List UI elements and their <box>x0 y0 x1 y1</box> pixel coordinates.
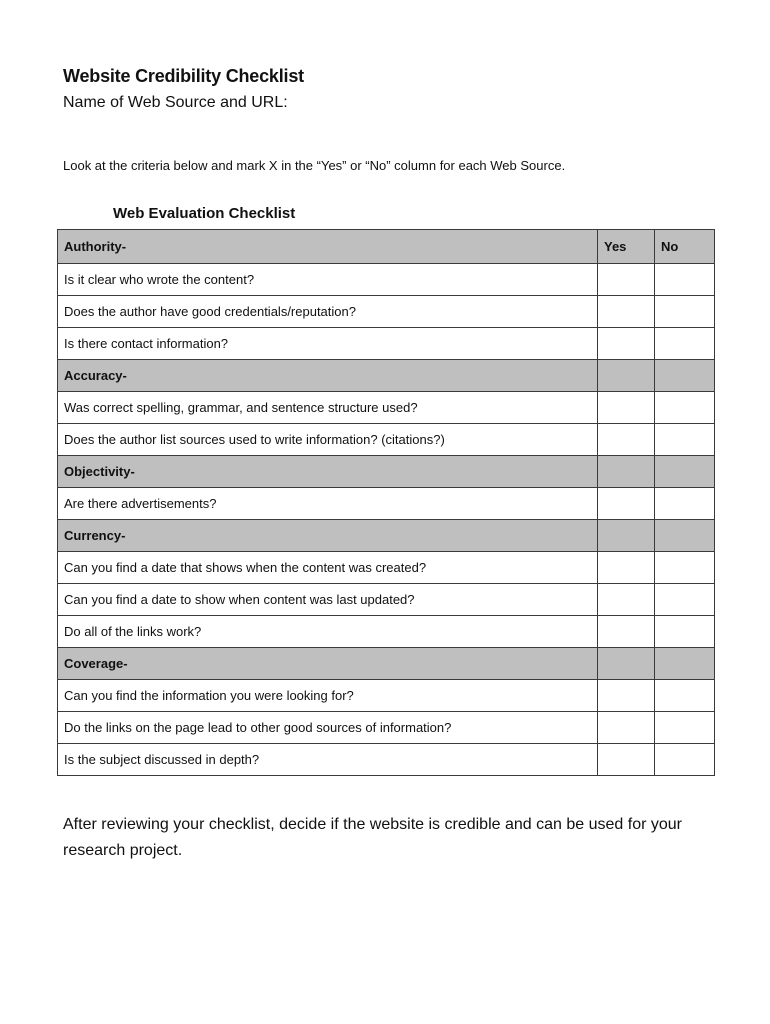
section-no-cell <box>655 456 715 488</box>
yes-mark-cell[interactable] <box>598 584 655 616</box>
no-mark-cell[interactable] <box>655 328 715 360</box>
question-text: Do all of the links work? <box>58 616 598 648</box>
section-yes-cell <box>598 360 655 392</box>
yes-mark-cell[interactable] <box>598 328 655 360</box>
section-yes-cell <box>598 648 655 680</box>
question-row <box>58 584 715 616</box>
question-row <box>58 552 715 584</box>
yes-mark-cell[interactable] <box>598 616 655 648</box>
conclusion-text: After reviewing your checklist, decide if the website is credible and can be used for your research project. <box>63 816 682 859</box>
question-row <box>58 264 715 296</box>
section-label: Coverage- <box>58 648 598 680</box>
question-text: Does the author have good credentials/reputation? <box>58 296 598 328</box>
no-mark-cell[interactable] <box>655 712 715 744</box>
section-header-row <box>58 648 715 680</box>
question-row <box>58 616 715 648</box>
section-no-cell <box>655 520 715 552</box>
question-text: Is there contact information? <box>58 328 598 360</box>
question-row <box>58 712 715 744</box>
yes-mark-cell[interactable] <box>598 392 655 424</box>
question-row <box>58 296 715 328</box>
section-yes-cell <box>598 456 655 488</box>
yes-mark-cell[interactable] <box>598 296 655 328</box>
yes-mark-cell[interactable] <box>598 488 655 520</box>
section-header-row <box>58 360 715 392</box>
question-text: Was correct spelling, grammar, and sentence structure used? <box>58 392 598 424</box>
no-mark-cell[interactable] <box>655 552 715 584</box>
section-label: Authority- <box>58 230 598 264</box>
yes-column-header: Yes <box>598 230 655 264</box>
question-row <box>58 424 715 456</box>
question-text: Can you find a date that shows when the content was created? <box>58 552 598 584</box>
question-text: Are there advertisements? <box>58 488 598 520</box>
no-mark-cell[interactable] <box>655 616 715 648</box>
no-column-header: No <box>655 230 715 264</box>
yes-mark-cell[interactable] <box>598 712 655 744</box>
question-text: Is it clear who wrote the content? <box>58 264 598 296</box>
question-row <box>58 488 715 520</box>
question-row <box>58 680 715 712</box>
instructions-text: Look at the criteria below and mark X in the “Yes” or “No” column for each Web Source. <box>63 158 566 173</box>
no-mark-cell[interactable] <box>655 264 715 296</box>
section-label: Objectivity- <box>58 456 598 488</box>
question-text: Can you find the information you were looking for? <box>58 680 598 712</box>
section-no-cell <box>655 648 715 680</box>
question-row <box>58 392 715 424</box>
question-row <box>58 744 715 776</box>
yes-mark-cell[interactable] <box>598 680 655 712</box>
question-text: Can you find a date to show when content was last updated? <box>58 584 598 616</box>
no-mark-cell[interactable] <box>655 680 715 712</box>
question-row <box>58 328 715 360</box>
section-yes-cell <box>598 520 655 552</box>
checklist-body <box>58 230 715 776</box>
yes-mark-cell[interactable] <box>598 424 655 456</box>
no-mark-cell[interactable] <box>655 296 715 328</box>
no-mark-cell[interactable] <box>655 584 715 616</box>
no-mark-cell[interactable] <box>655 488 715 520</box>
no-mark-cell[interactable] <box>655 744 715 776</box>
no-mark-cell[interactable] <box>655 424 715 456</box>
question-text: Does the author list sources used to write information? (citations?) <box>58 424 598 456</box>
checklist-table-title: Web Evaluation Checklist <box>113 205 296 222</box>
section-header-row <box>58 230 715 264</box>
yes-mark-cell[interactable] <box>598 264 655 296</box>
yes-mark-cell[interactable] <box>598 552 655 584</box>
section-label: Currency- <box>58 520 598 552</box>
evaluation-checklist-table <box>57 229 715 776</box>
question-text: Is the subject discussed in depth? <box>58 744 598 776</box>
section-header-row <box>58 456 715 488</box>
web-source-name-label: Name of Web Source and URL: <box>63 94 288 111</box>
section-no-cell <box>655 360 715 392</box>
yes-mark-cell[interactable] <box>598 744 655 776</box>
no-mark-cell[interactable] <box>655 392 715 424</box>
section-header-row <box>58 520 715 552</box>
question-text: Do the links on the page lead to other good sources of information? <box>58 712 598 744</box>
document-title: Website Credibility Checklist <box>63 66 304 86</box>
section-label: Accuracy- <box>58 360 598 392</box>
